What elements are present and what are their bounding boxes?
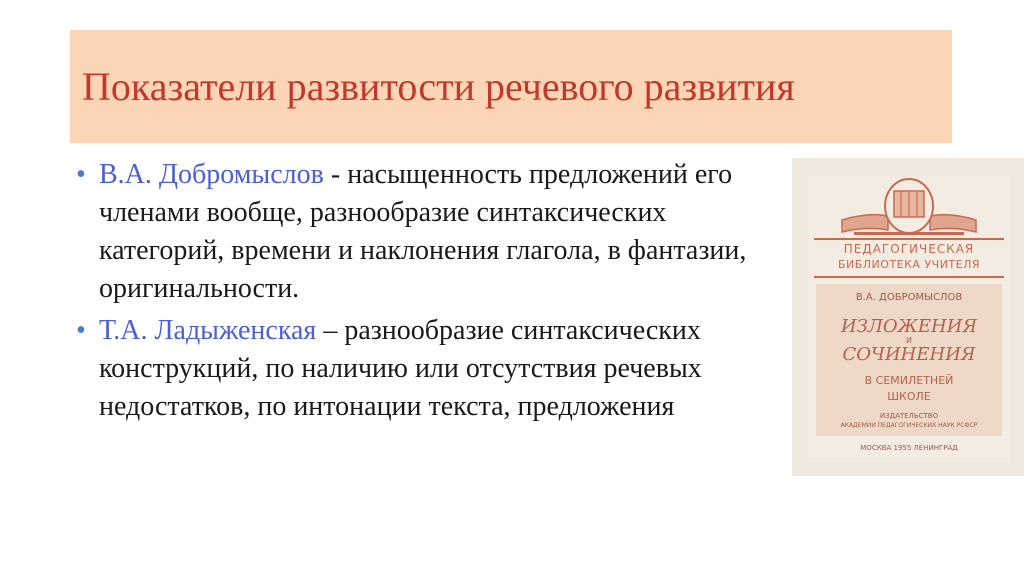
cover-title-second: СОЧИНЕНИЯ <box>842 344 976 365</box>
title-banner <box>70 30 952 143</box>
bullet-separator: - <box>323 159 348 190</box>
bullet-item <box>76 312 791 426</box>
author-name: В.А. Добромыслов <box>99 159 324 190</box>
bullet-dot-icon: • <box>76 315 86 346</box>
author-name: Т.А. Ладыженская <box>99 315 317 346</box>
bullet-item <box>76 156 791 308</box>
bullet-dot-icon: • <box>76 159 86 190</box>
cover-title-conj: И <box>906 336 912 345</box>
cover-panel <box>816 284 1002 436</box>
cover-author: В.А. ДОБРОМЫСЛОВ <box>855 292 963 303</box>
slide-title: Показатели развитости речевого развития <box>82 63 795 109</box>
cover-rule <box>814 238 1004 240</box>
cover-subtitle-second: ШКОЛЕ <box>887 390 931 403</box>
bullet-list <box>76 156 791 430</box>
cover-rule <box>814 276 1004 278</box>
cover-publisher: ИЗДАТЕЛЬСТВО <box>879 412 939 420</box>
bullet-text: насыщенность предложений его членами вообще, разнообразие синтаксических категорий, времени и наклонения глагола, в фантазии, оригинальности. <box>99 159 747 304</box>
cover-city: МОСКВА 1955 ЛЕНИНГРАД <box>860 444 958 452</box>
cover-publisher-second: АКАДЕМИИ ПЕДАГОГИЧЕСКИХ НАУК РСФСР <box>840 422 978 429</box>
bullet-text: разнообразие синтаксических конструкций, по наличию или отсутствия речевых недостатков, по интонации текста, предложения <box>99 315 702 422</box>
book-cover-image <box>792 158 1024 476</box>
book-cover-frame <box>808 176 1010 462</box>
cover-subtitle: В СЕМИЛЕТНЕЙ <box>864 374 954 387</box>
cover-series: ПЕДАГОГИЧЕСКАЯ <box>843 242 975 256</box>
ship-emblem-icon <box>838 176 980 236</box>
bullet-separator: – <box>316 315 345 346</box>
cover-series-second: БИБЛИОТЕКА УЧИТЕЛЯ <box>837 258 981 271</box>
cover-title: ИЗЛОЖЕНИЯ <box>841 316 977 337</box>
